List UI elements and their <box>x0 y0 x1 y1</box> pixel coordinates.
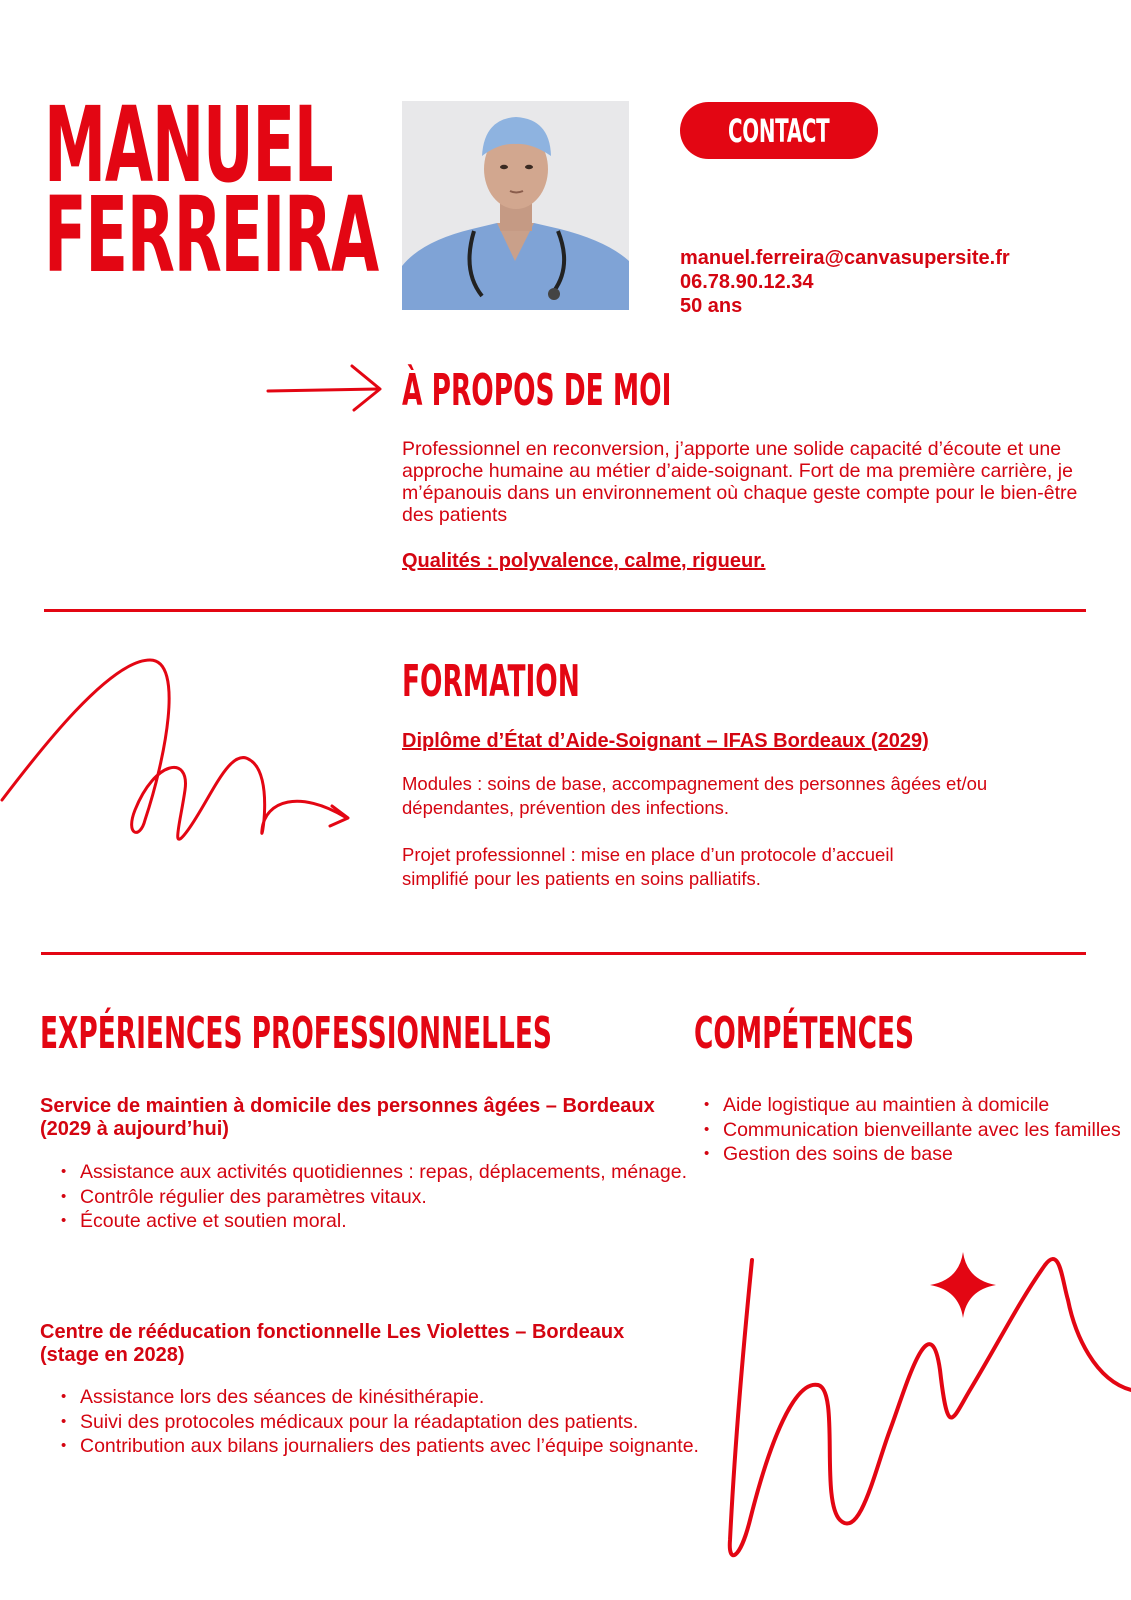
skills-list <box>683 1093 1131 1167</box>
squiggle-arrow-icon <box>0 650 355 850</box>
job-title: Centre de rééducation fonctionnelle Les Violettes – Bordeaux (stage en 2028) <box>40 1321 625 1366</box>
list-item: • Contribution aux bilans journaliers des patients avec l’équipe soignante. <box>80 1434 705 1459</box>
contact-button-label: CONTACT <box>728 111 830 150</box>
handwritten-flourish <box>700 1240 1131 1570</box>
list-item: • Contrôle régulier des paramètres vitaux. <box>80 1185 705 1210</box>
phone-text: 06.78.90.12.34 <box>680 271 814 293</box>
profile-photo <box>402 101 629 310</box>
qualities-text: Qualités : polyvalence, calme, rigueur. <box>402 550 766 572</box>
list-item: • Aide logistique au maintien à domicile <box>723 1093 1131 1118</box>
list-item: • Suivi des protocoles médicaux pour la réadaptation des patients. <box>80 1410 705 1435</box>
first-name: MANUEL <box>44 84 333 206</box>
job-title: Service de maintien à domicile des personnes âgées – Bordeaux (2029 à aujourd’hui) <box>40 1095 655 1140</box>
list-item: • Écoute active et soutien moral. <box>80 1209 705 1234</box>
job-duties-list <box>40 1160 705 1234</box>
list-item: • Communication bienveillante avec les familles <box>723 1118 1131 1143</box>
job-duties-list <box>40 1385 705 1459</box>
diploma-title: Diplôme d’État d’Aide-Soignant – IFAS Bordeaux (2029) <box>402 730 929 752</box>
age-text: 50 ans <box>680 295 743 317</box>
divider <box>44 609 1086 612</box>
list-item: • Assistance aux activités quotidiennes : repas, déplacements, ménage. <box>80 1160 705 1185</box>
sparkle-icon <box>928 1250 998 1320</box>
contact-button[interactable] <box>680 102 878 159</box>
email-text: manuel.ferreira@canvasupersite.fr <box>680 247 1010 269</box>
formation-project: Projet professionnel : mise en place d’un protocole d’accueil simplifié pour les patients en soins palliatifs. <box>402 844 894 889</box>
formation-modules: Modules : soins de base, accompagnement des personnes âgées et/ou dépendantes, prévention des infections. <box>402 773 988 818</box>
about-title: À PROPOS DE MOI <box>402 365 672 416</box>
list-item: • Assistance lors des séances de kinésithérapie. <box>80 1385 705 1410</box>
arrow-right-icon <box>266 362 384 414</box>
divider <box>41 952 1086 955</box>
last-name: FERREIRA <box>44 174 378 296</box>
list-item: • Gestion des soins de base <box>723 1142 1131 1167</box>
formation-title: FORMATION <box>402 656 580 707</box>
skills-title: COMPÉTENCES <box>694 1008 915 1059</box>
about-text: Professionnel en reconversion, j’apporte une solide capacité d’écoute et une approche humaine au métier d’aide-soignant. Fort de ma première carrière, je m’épanouis dans un environnement où chaque geste compte pour le bien-être des patients <box>402 438 1078 526</box>
experience-title: EXPÉRIENCES PROFESSIONNELLES <box>40 1008 552 1059</box>
